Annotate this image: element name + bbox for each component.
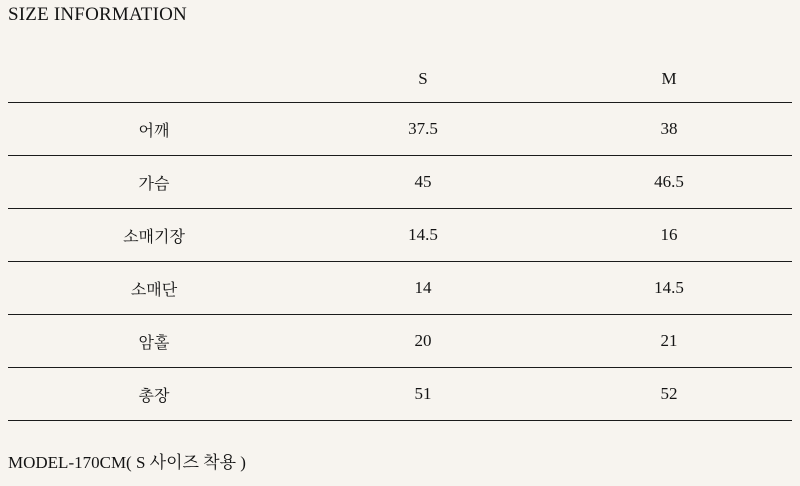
table-row [8,368,792,421]
row-value-s: 51 [300,368,546,421]
row-label: 총장 [8,368,300,421]
page-title: SIZE INFORMATION [8,4,187,25]
row-value-m: 46.5 [546,156,792,209]
row-value-m: 38 [546,103,792,156]
table-header [8,56,792,103]
table-row [8,103,792,156]
table-row [8,315,792,368]
row-value-s: 45 [300,156,546,209]
row-value-m: 52 [546,368,792,421]
row-label: 어깨 [8,103,300,156]
table-row [8,209,792,262]
column-header-s: S [300,56,546,103]
row-value-s: 20 [300,315,546,368]
row-value-s: 14.5 [300,209,546,262]
size-information-table [8,56,792,421]
column-header-measurement [8,56,300,103]
table-header-row [8,56,792,103]
row-value-m: 21 [546,315,792,368]
row-value-s: 14 [300,262,546,315]
table-body [8,103,792,421]
row-value-m: 16 [546,209,792,262]
row-label: 소매기장 [8,209,300,262]
row-label: 소매단 [8,262,300,315]
row-value-m: 14.5 [546,262,792,315]
table-row [8,262,792,315]
row-value-s: 37.5 [300,103,546,156]
table-row [8,156,792,209]
model-footnote: MODEL-170CM( S 사이즈 착용 ) [8,453,246,472]
column-header-m: M [546,56,792,103]
row-label: 가슴 [8,156,300,209]
row-label: 암홀 [8,315,300,368]
